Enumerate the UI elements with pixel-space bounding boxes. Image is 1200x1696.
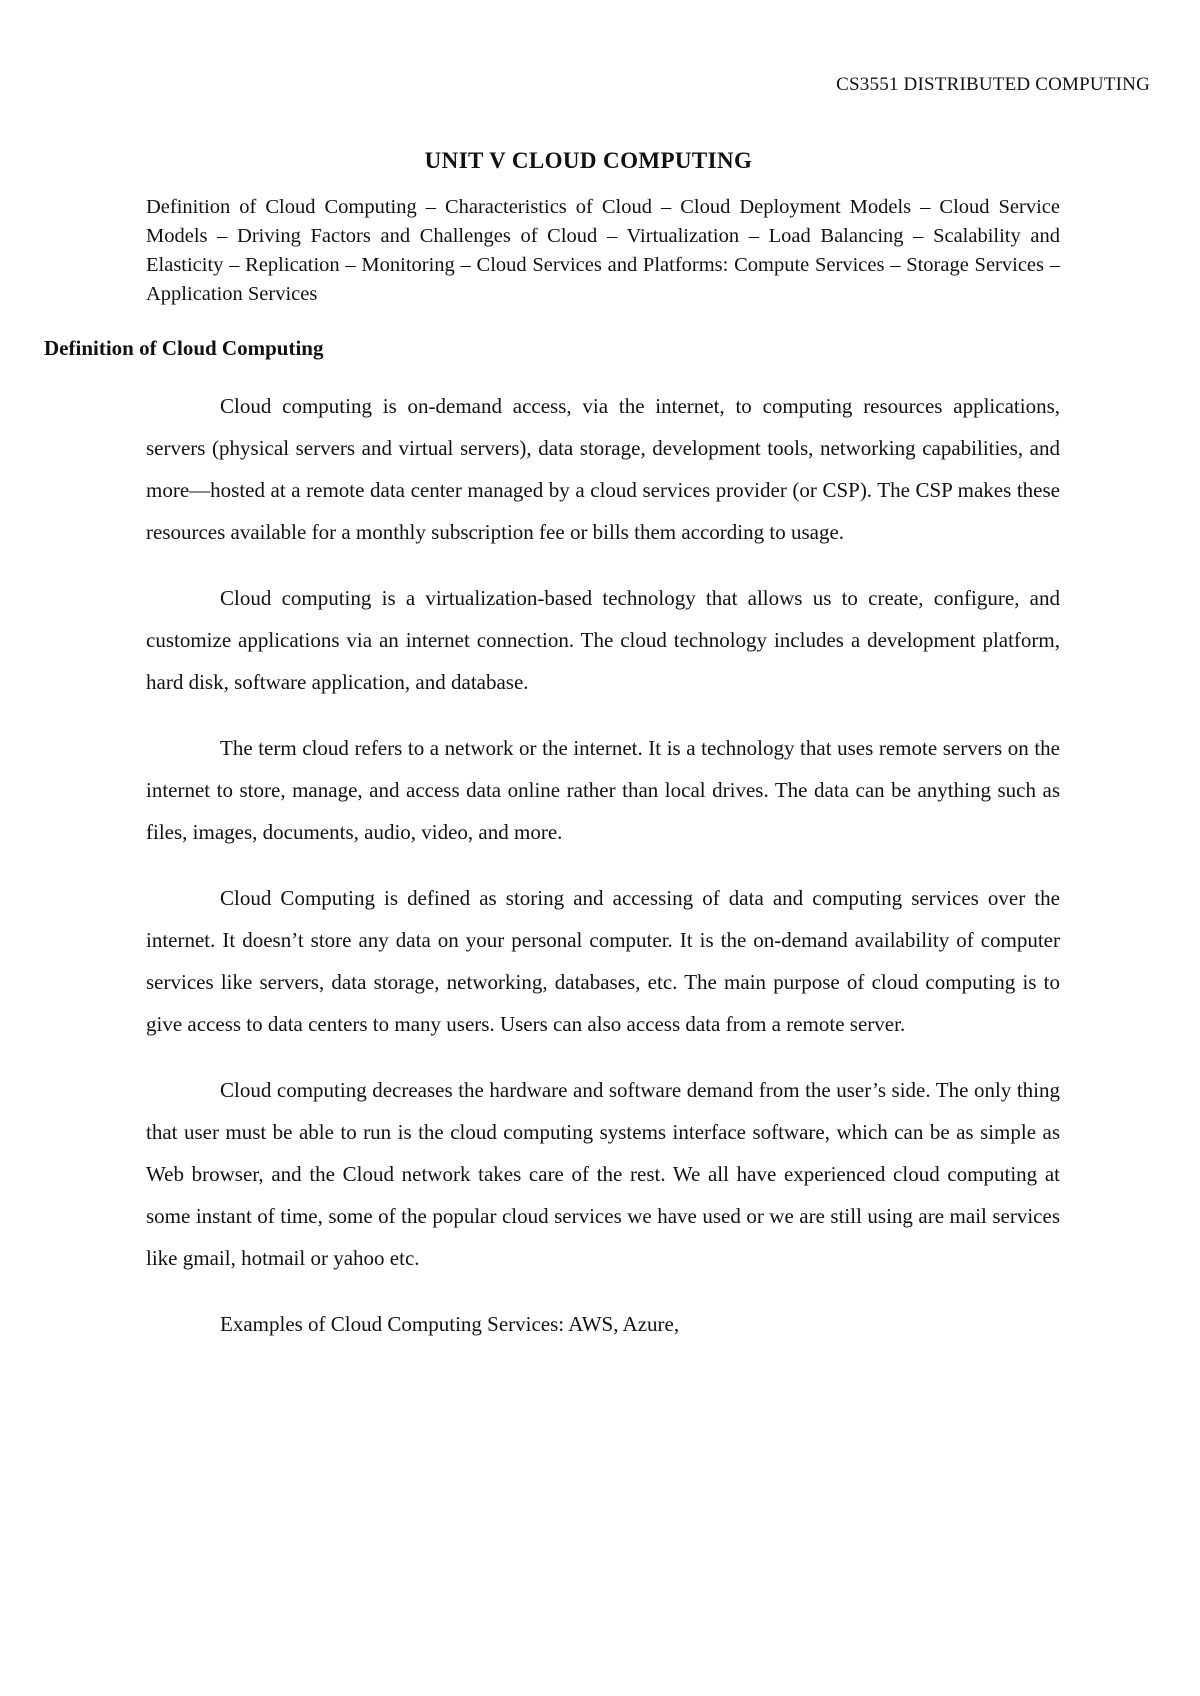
paragraph-term-cloud: The term cloud refers to a network or the internet. It is a technology that uses remote servers on the internet to store, manage, and access data online rather than local drives. The data can be anything such as files, images, documents, audio, video, and more. (146, 736, 1060, 844)
examples-line: Examples of Cloud Computing Services: AWS, Azure, (220, 1312, 680, 1336)
paragraph-on-demand-access: Cloud computing is on-demand access, via the internet, to computing resources applications, servers (physical servers and virtual servers), data storage, development tools, networking capabilities, and more—hosted at a remote data center managed by a cloud services provider (or CSP). The CSP makes these resources available for a monthly subscription fee or bills them according to usage. (146, 394, 1060, 544)
section-body (146, 385, 1060, 1345)
unit-syllabus: Definition of Cloud Computing – Characteristics of Cloud – Cloud Deployment Models – Cloud Service Models – Driving Factors and Challenges of Cloud – Virtualization – Load Balancing – Scalability and Elasticity – Replication – Monitoring – Cloud Services and Platforms: Compute Services – Storage Services – Application Services (146, 196, 1060, 305)
paragraph-virtualization-based: Cloud computing is a virtualization-based technology that allows us to create, configure, and customize applications via an internet connection. The cloud technology includes a development platform, hard disk, software application, and database. (146, 586, 1060, 694)
section-heading: Definition of Cloud Computing (44, 336, 324, 360)
paragraph-definition: Cloud Computing is defined as storing and accessing of data and computing services over the internet. It doesn’t store any data on your personal computer. It is the on-demand availability of computer services like servers, data storage, networking, databases, etc. The main purpose of cloud computing is to give access to data centers to many users. Users can also access data from a remote server. (146, 886, 1060, 1036)
running-header: CS3551 DISTRIBUTED COMPUTING (836, 74, 1150, 95)
unit-title: UNIT V CLOUD COMPUTING (424, 148, 753, 173)
paragraph-hardware-demand: Cloud computing decreases the hardware and software demand from the user’s side. The only thing that user must be able to run is the cloud computing systems interface software, which can be as simple as Web browser, and the Cloud network takes care of the rest. We all have experienced cloud computing at some instant of time, some of the popular cloud services we have used or we are still using are mail services like gmail, hotmail or yahoo etc. (146, 1078, 1060, 1270)
